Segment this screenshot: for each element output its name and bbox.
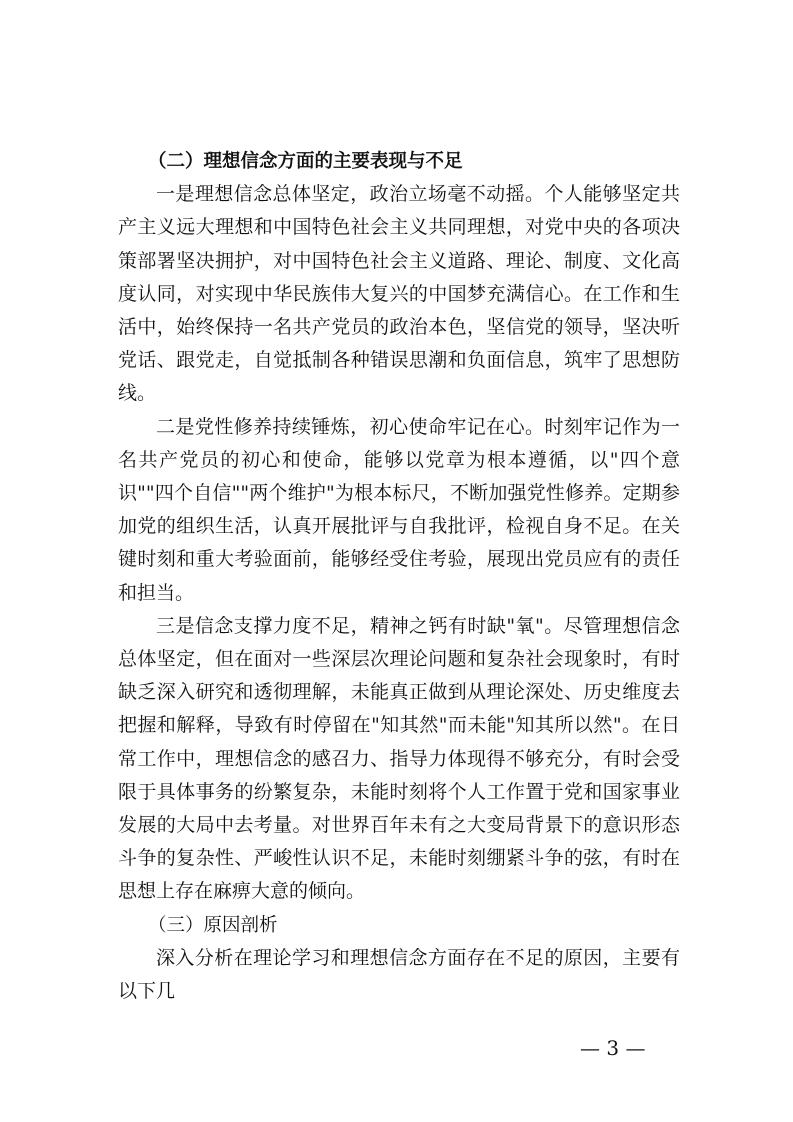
paragraph-cause-analysis: 深入分析在理论学习和理想信念方面存在不足的原因，主要有以下几: [118, 946, 680, 1003]
paragraph-insufficient-belief: 三是信念支撑力度不足，精神之钙有时缺"氧"。尽管理想信念总体坚定，但在面对一些深层次理论问题和复杂社会现象时，有时缺乏深入研究和透彻理解，未能真正做到从理论深处、历史维度去把握和解释，导致有时停留在"知其然"而未能"知其所以然"。在日常工作中，理想信念的感召力、指导力体现得不够充分，有时会受限于具体事务的纷繁复杂，未能时刻将个人工作置于党和国家事业发展的大局中去考量。对世界百年未有之大变局背景下的意识形态斗争的复杂性、严峻性认识不足，未能时刻绷紧斗争的弦，有时在思想上存在麻痹大意的倾向。: [118, 614, 680, 903]
paragraph-party-spirit: 二是党性修养持续锤炼，初心使命牢记在心。时刻牢记作为一名共产党员的初心和使命，能够以党章为根本遵循，以"四个意识""四个自信""两个维护"为根本标尺，不断加强党性修养。定期参加党的组织生活，认真开展批评与自我批评，检视自身不足。在关键时刻和重大考验面前，能够经受住考验，展现出党员应有的责任和担当。: [118, 415, 680, 604]
section-heading-cause-analysis: （三）原因剖析: [148, 914, 278, 936]
paragraph-firm-ideals: 一是理想信念总体坚定，政治立场毫不动摇。个人能够坚定共产主义远大理想和中国特色社会主义共同理想，对党中央的各项决策部署坚决拥护，对中国特色社会主义道路、理论、制度、文化高度认同，对实现中华民族伟大复兴的中国梦充满信心。在工作和生活中，始终保持一名共产党员的政治本色，坚信党的领导，坚决听党话、跟党走，自觉抵制各种错误思潮和负面信息，筑牢了思想防线。: [118, 183, 680, 405]
document-body: [118, 145, 680, 1008]
page-number: — 3 —: [580, 1036, 646, 1060]
section-heading-ideals: （二）理想信念方面的主要表现与不足: [148, 151, 463, 172]
